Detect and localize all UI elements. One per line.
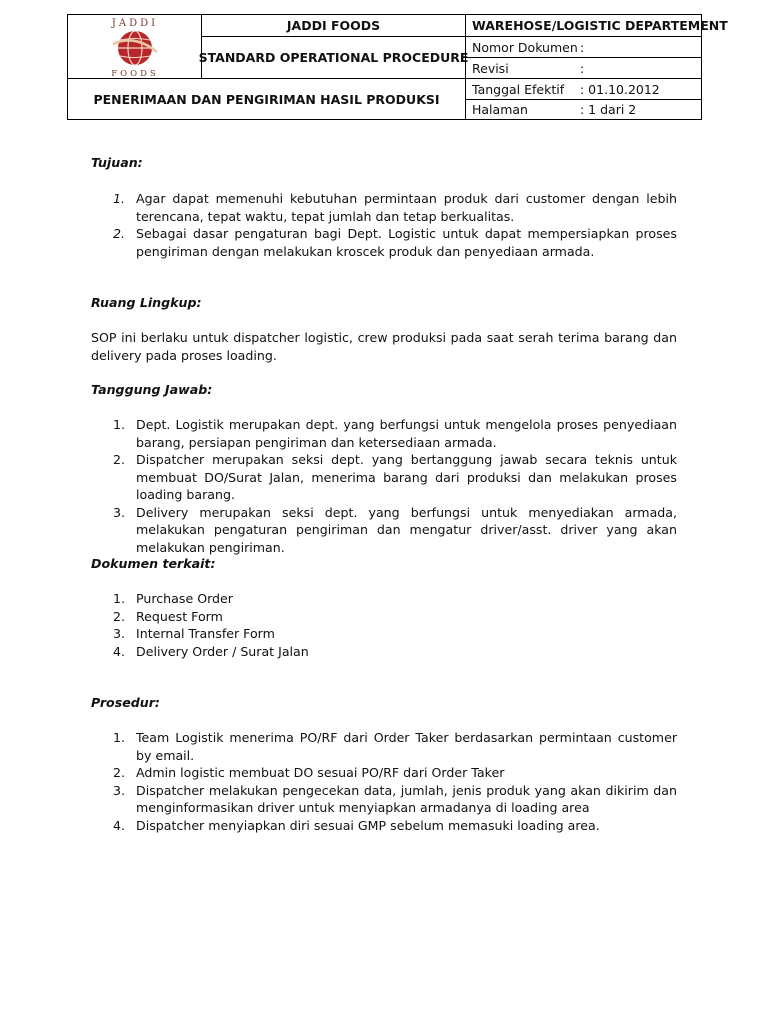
dokumen-terkait-list bbox=[113, 590, 677, 660]
doc-type-cell bbox=[198, 37, 469, 79]
tanggung-jawab-list bbox=[113, 416, 677, 556]
section-title-tanggung-jawab: Tanggung Jawab: bbox=[91, 382, 213, 397]
field-label: Tanggal Efektif bbox=[472, 81, 565, 97]
logo-bottom-text: FOODS bbox=[110, 69, 159, 78]
section-title-tujuan: Tujuan: bbox=[91, 155, 143, 170]
field-value: : 1 dari 2 bbox=[580, 102, 637, 117]
list-item: 3. Dispatcher melakukan pengecekan data, jumlah, jenis produk yang akan dikirim dan menginformasikan driver untuk menyiapkan armadanya di loading area bbox=[113, 782, 677, 815]
field-row-halaman bbox=[465, 100, 701, 119]
section-title-dokumen-terkait: Dokumen terkait: bbox=[91, 556, 216, 571]
logo-top-text: JADDI bbox=[111, 18, 158, 29]
company-logo bbox=[68, 15, 201, 79]
field-label: Halaman bbox=[472, 102, 528, 117]
field-value: : bbox=[580, 60, 585, 76]
field-value: : bbox=[580, 39, 585, 55]
field-label: Revisi bbox=[472, 60, 509, 76]
doc-type: STANDARD OPERATIONAL PROCEDURE bbox=[198, 50, 469, 65]
list-item: 2. Dispatcher merupakan seksi dept. yang bertanggung jawab secara teknis untuk membuat DO/Surat Jalan, menerima barang dari produksi dan melakukan proses loading barang. bbox=[113, 452, 677, 502]
logo-cell bbox=[68, 15, 201, 79]
tujuan-list bbox=[113, 190, 677, 260]
ruang-lingkup-text: SOP ini berlaku untuk dispatcher logistic, crew produksi pada saat serah terima barang dan delivery pada proses loading. bbox=[91, 330, 677, 363]
header-table bbox=[67, 14, 728, 120]
list-item: 4. Dispatcher menyiapkan diri sesuai GMP sebelum memasuki loading area. bbox=[113, 817, 600, 833]
list-item: 1. Agar dapat memenuhi kebutuhan permintaan produk dari customer dengan lebih terencana, tepat waktu, tepat jumlah dan tetap berkualitas. bbox=[113, 191, 677, 224]
list-item: 2. Request Form bbox=[113, 608, 223, 624]
department-cell bbox=[465, 15, 728, 37]
field-row-tanggal bbox=[465, 79, 701, 100]
globe-logo-icon bbox=[100, 16, 170, 78]
field-row-revisi bbox=[465, 58, 701, 79]
list-item: 1. Team Logistik menerima PO/RF dari Order Taker berdasarkan permintaan customer by email. bbox=[113, 730, 677, 763]
list-item: 1. Purchase Order bbox=[113, 591, 233, 606]
list-item: 1. Dept. Logistik merupakan dept. yang berfungsi untuk mengelola proses penyediaan barang, persiapan pengiriman dan ketersediaan armada. bbox=[113, 417, 677, 450]
doc-title-cell bbox=[68, 79, 465, 119]
field-label: Nomor Dokumen bbox=[472, 39, 578, 55]
company-name: JADDI FOODS bbox=[286, 18, 381, 33]
list-item: 2. Admin logistic membuat DO sesuai PO/RF dari Order Taker bbox=[113, 765, 505, 780]
company-name-cell bbox=[201, 15, 465, 37]
department: WAREHOSE/LOGISTIC DEPARTEMENT bbox=[472, 18, 728, 33]
list-item: 4. Delivery Order / Surat Jalan bbox=[113, 643, 309, 659]
list-item: 3. Internal Transfer Form bbox=[113, 626, 275, 641]
section-title-ruang-lingkup: Ruang Lingkup: bbox=[91, 295, 202, 310]
doc-title: PENERIMAAN DAN PENGIRIMAN HASIL PRODUKSI bbox=[93, 91, 440, 107]
prosedur-list bbox=[113, 729, 677, 834]
field-value: : 01.10.2012 bbox=[580, 81, 660, 97]
section-title-prosedur: Prosedur: bbox=[91, 695, 160, 710]
list-item: 2. Sebagai dasar pengaturan bagi Dept. Logistic untuk dapat mempersiapkan proses pengiriman dengan melakukan kroscek produk dan penyediaan armada. bbox=[113, 226, 677, 259]
list-item: 3. Delivery merupakan seksi dept. yang berfungsi untuk menyediakan armada, melakukan pengaturan pengiriman dan mengatur driver/asst. driver yang akan melakukan pengiriman. bbox=[113, 504, 677, 555]
field-row-nomor bbox=[465, 37, 701, 58]
